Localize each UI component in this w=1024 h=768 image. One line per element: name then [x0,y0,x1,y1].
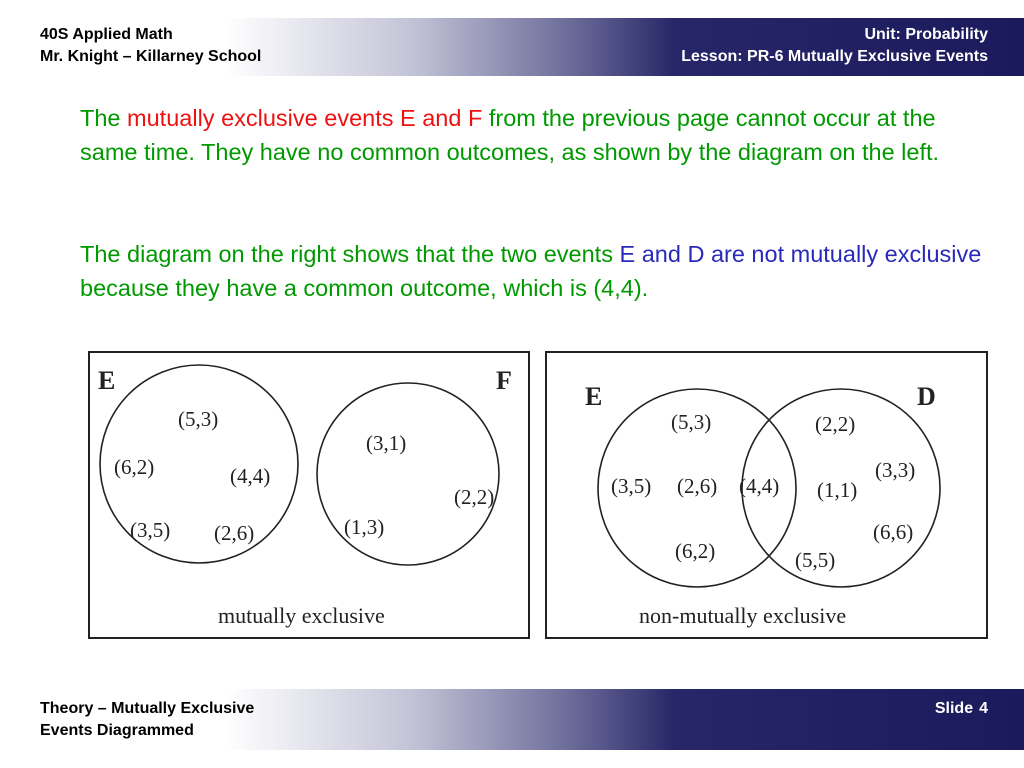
outcome-e-only: (3,5) [611,474,652,498]
course-name: 40S Applied Math [40,26,173,43]
footer-title-line1: Theory – Mutually Exclusive [40,700,255,717]
p1-highlight: mutually exclusive events E and F [127,105,483,131]
outcome-e-only: (2,6) [677,474,718,498]
caption-mutually-exclusive: mutually exclusive [218,603,385,628]
teacher-name: Mr. Knight – Killarney School [40,48,262,65]
p2-text-rest: because they have a common outcome, which is (4,4). [80,275,649,301]
footer-band [0,689,1024,750]
p1-text-start: The [80,105,128,131]
footer-title-line2: Events Diagrammed [40,722,194,739]
venn-diagram-mutually-exclusive [88,351,530,639]
p2-text-start: The diagram on the right shows that the two events [80,241,620,267]
p2-highlight: E and D are not mutually exclusive [619,241,982,267]
slide-number-area [929,698,988,720]
outcome-d-only: (3,3) [875,458,916,482]
outcome-d-only: (2,2) [815,412,856,436]
paragraph-2 [80,237,985,305]
unit-title: Unit: Probability [864,26,988,43]
outcome-e: (5,3) [178,407,219,431]
slide-number: 4 [979,700,988,717]
header-band [0,18,1024,76]
outcome-e: (2,6) [214,521,255,545]
footer-title [40,698,254,742]
caption-non-mutually-exclusive: non-mutually exclusive [639,603,847,628]
header-right [681,24,988,68]
outcome-e-only: (5,3) [671,410,712,434]
outcome-e: (4,4) [230,464,271,488]
venn-left-svg [90,353,532,641]
outcome-e-only: (6,2) [675,539,716,563]
outcome-common: (4,4) [739,474,780,498]
set-label-e: E [98,366,116,395]
p1-text-rest: from the previous page cannot occur at the same time. They have no common outcomes, as shown by the diagram on the left. [80,105,940,165]
lesson-title: Lesson: PR-6 Mutually Exclusive Events [681,48,988,65]
outcome-f: (1,3) [344,515,385,539]
outcome-d-only: (1,1) [817,478,858,502]
outcome-d-only: (5,5) [795,548,836,572]
set-label-f: F [496,366,512,395]
outcome-d-only: (6,6) [873,520,914,544]
venn-right-svg [547,353,990,641]
outcome-e: (3,5) [130,518,171,542]
header-left [40,24,261,68]
set-label-d: D [917,382,936,411]
outcome-f: (3,1) [366,431,407,455]
venn-diagram-non-mutually-exclusive [545,351,988,639]
paragraph-1 [80,101,985,169]
slide-label: Slide [934,700,974,717]
set-label-e: E [585,382,603,411]
outcome-e: (6,2) [114,455,155,479]
outcome-f: (2,2) [454,485,495,509]
